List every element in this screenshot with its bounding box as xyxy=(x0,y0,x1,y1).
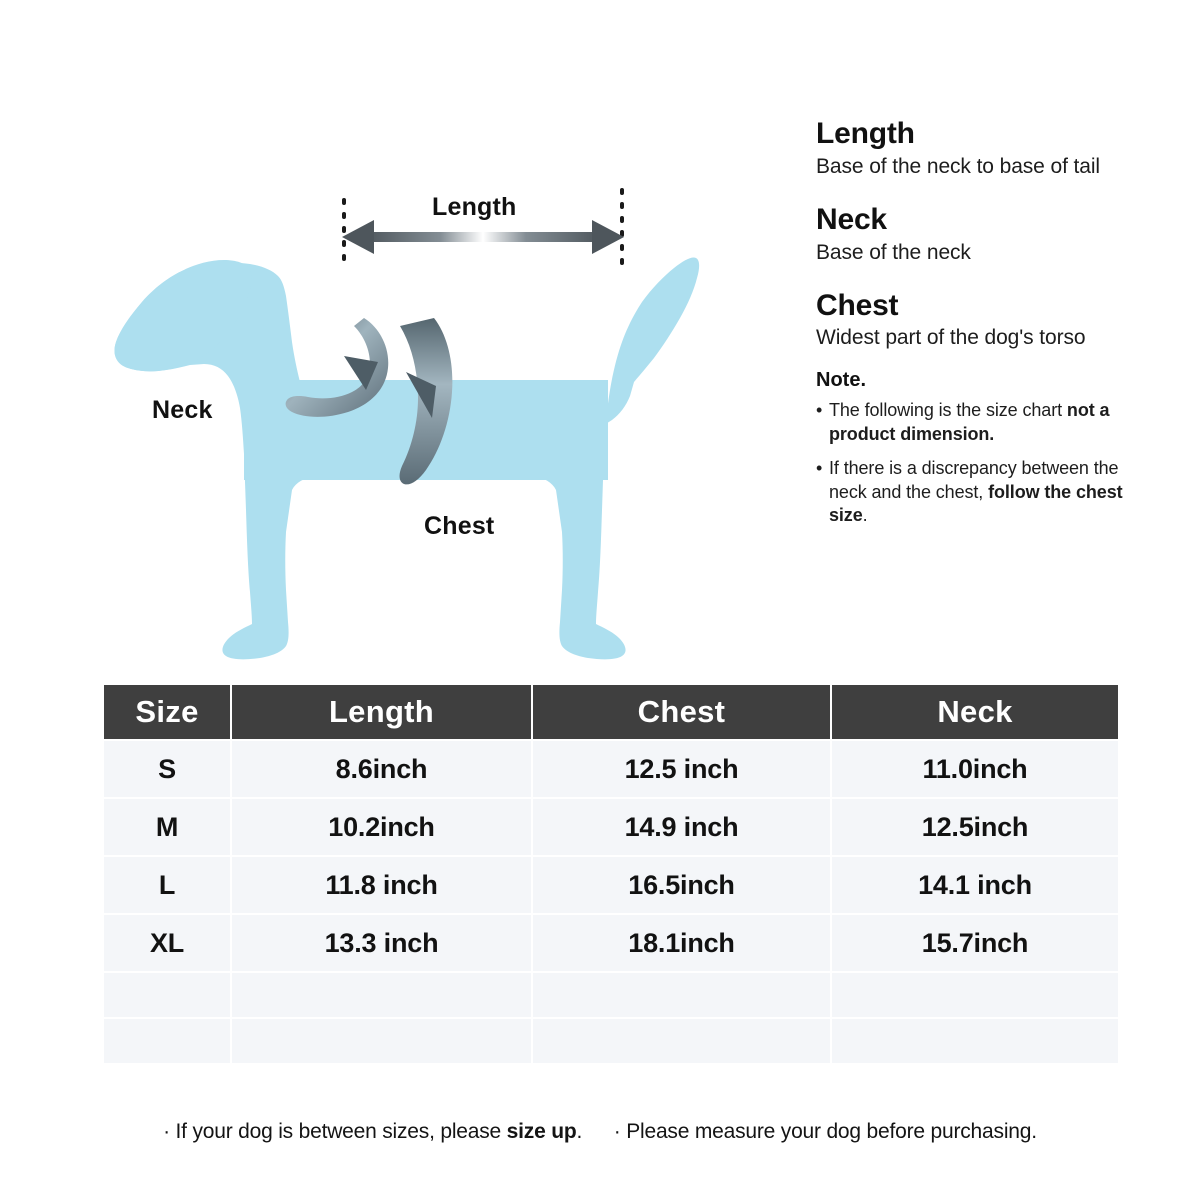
footer-tips xyxy=(0,1120,1200,1144)
table-row xyxy=(104,799,1118,855)
note-text-plain: If there is a discrepancy between the neck and the chest, xyxy=(829,458,1119,502)
note-title: Note. xyxy=(816,369,866,392)
footer-tip-plain: If your dog is between sizes, please xyxy=(175,1120,507,1143)
footer-tip xyxy=(614,1120,1037,1143)
note-text-bold: not a product dimension. xyxy=(829,400,1110,444)
cell-empty xyxy=(533,1019,830,1063)
cell-chest: 18.1inch xyxy=(533,915,830,971)
note-text-bold: follow the chest size xyxy=(829,481,1123,526)
cell-neck: 11.0inch xyxy=(832,741,1118,797)
diagram-label-length: Length xyxy=(432,193,517,221)
footer-tip-plain: Please measure your dog before purchasing. xyxy=(626,1120,1037,1143)
size-chart-table xyxy=(102,683,1120,1065)
table-row-empty xyxy=(104,1019,1118,1063)
cell-neck: 15.7inch xyxy=(832,915,1118,971)
cell-empty xyxy=(104,1019,230,1063)
cell-empty xyxy=(832,1019,1118,1063)
table-header-row xyxy=(104,685,1118,739)
note-block xyxy=(816,369,1156,527)
cell-length: 10.2inch xyxy=(232,799,531,855)
footer-tip-plain-end: . xyxy=(576,1120,583,1143)
cell-size: L xyxy=(104,857,230,913)
cell-empty xyxy=(533,973,830,1017)
cell-chest: 16.5inch xyxy=(533,857,830,913)
cell-empty xyxy=(232,1019,531,1063)
cell-size: M xyxy=(104,799,230,855)
bullet-icon: • xyxy=(816,458,823,479)
cell-size: XL xyxy=(104,915,230,971)
cell-empty xyxy=(104,973,230,1017)
diagram-label-neck: Neck xyxy=(152,396,213,424)
definition-description-chest: Widest part of the dog's torso xyxy=(816,326,1086,350)
cell-empty xyxy=(832,973,1118,1017)
definitions-panel xyxy=(816,118,1156,538)
cell-chest: 12.5 inch xyxy=(533,741,830,797)
column-header-neck: Neck xyxy=(832,685,1118,739)
column-header-length: Length xyxy=(232,685,531,739)
cell-neck: 12.5inch xyxy=(832,799,1118,855)
length-arrow xyxy=(342,220,624,254)
table-row xyxy=(104,741,1118,797)
footer-tip xyxy=(163,1120,588,1143)
note-item xyxy=(816,399,1156,446)
table-row-empty xyxy=(104,973,1118,1017)
cell-length: 13.3 inch xyxy=(232,915,531,971)
bullet-icon: • xyxy=(816,400,823,421)
cell-length: 8.6inch xyxy=(232,741,531,797)
cell-chest: 14.9 inch xyxy=(533,799,830,855)
definition-term-neck: Neck xyxy=(816,202,887,236)
bullet-icon: · xyxy=(163,1120,170,1143)
bullet-icon: · xyxy=(613,1120,621,1143)
column-header-size: Size xyxy=(104,685,230,739)
definition-description-neck: Base of the neck xyxy=(816,240,971,264)
table-row xyxy=(104,915,1118,971)
table-row xyxy=(104,857,1118,913)
note-item xyxy=(816,457,1156,527)
footer-tip-bold: size up xyxy=(506,1120,577,1143)
definition-description-length: Base of the neck to base of tail xyxy=(816,154,1100,178)
definition-term-length: Length xyxy=(816,117,915,150)
note-text-plain-end: . xyxy=(862,505,868,526)
definition-term-chest: Chest xyxy=(816,288,899,322)
note-text-plain: The following is the size chart xyxy=(829,400,1067,421)
diagram-label-chest: Chest xyxy=(424,512,495,540)
cell-neck: 14.1 inch xyxy=(832,857,1118,913)
cell-size: S xyxy=(104,741,230,797)
column-header-chest: Chest xyxy=(533,685,830,739)
cell-length: 11.8 inch xyxy=(232,857,531,913)
cell-empty xyxy=(232,973,531,1017)
